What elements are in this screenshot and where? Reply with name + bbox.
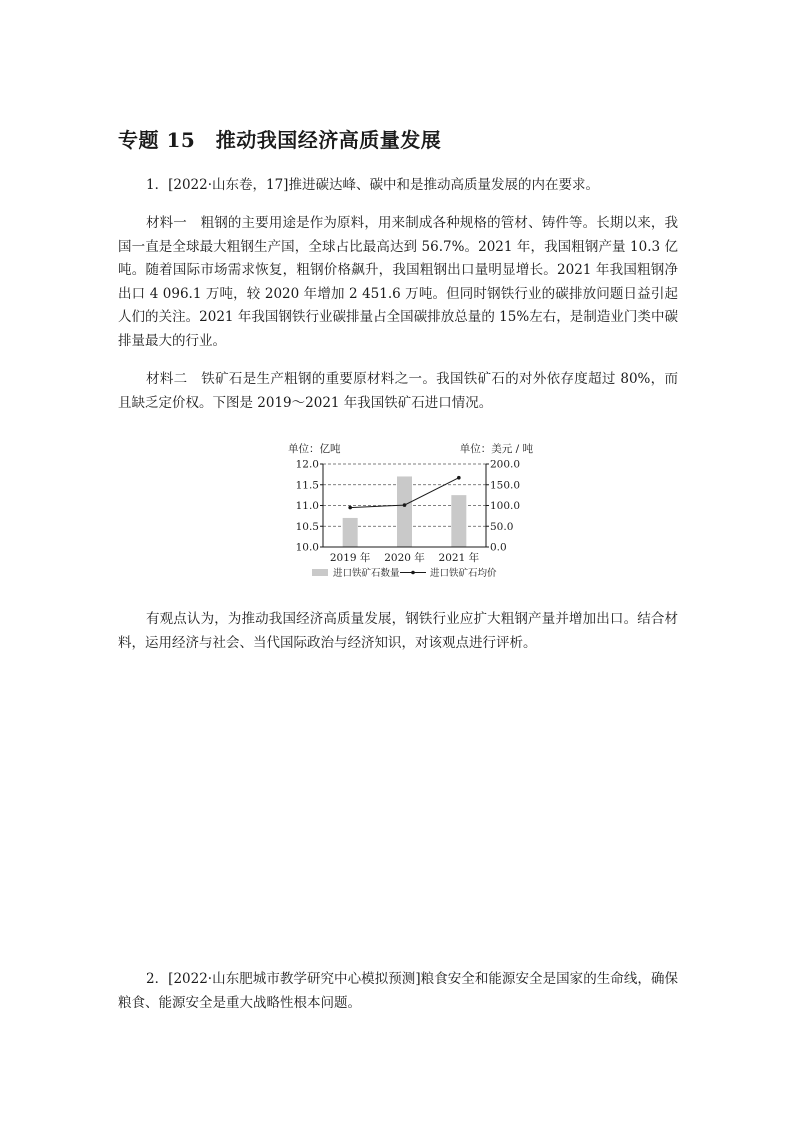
material-1-label: 材料一 [146, 215, 201, 231]
legend-bar-swatch [312, 569, 328, 576]
price-point-3 [457, 476, 461, 480]
right-axis-unit: 单位：美元 / 吨 [459, 443, 533, 455]
left-tick-label: 10.5 [295, 520, 319, 533]
material-1 [118, 212, 678, 353]
left-tick-label: 10.0 [295, 541, 319, 554]
right-tick-label: 50.0 [490, 520, 514, 533]
material-2 [118, 368, 678, 415]
question-1-stem: 1．[2022·山东卷，17]推进碳达峰、碳中和是推动高质量发展的内在要求。 [146, 177, 599, 193]
category-label: 2019 年 [329, 552, 371, 564]
question-2-stem: 2．[2022·山东肥城市教学研究中心模拟预测]粮食安全和能源安全是国家的生命线，确保粮食、能源安全是重大战略性根本问题。 [118, 971, 678, 1011]
bar-3 [451, 495, 466, 547]
category-label: 2021 年 [438, 552, 480, 564]
bar-1 [343, 518, 358, 547]
left-axis-unit: 单位：亿吨 [288, 443, 341, 455]
material-2-text: 铁矿石是生产粗钢的重要原材料之一。我国铁矿石的对外依存度超过 80%，而且缺乏定价权。下图是 2019～2021 年我国铁矿石进口情况。 [118, 371, 678, 411]
price-point-1 [348, 506, 352, 510]
category-label: 2020 年 [384, 552, 425, 564]
material-1-text: 粗钢的主要用途是作为原料，用来制成各种规格的管材、铸件等。长期以来，我国一直是全球最大粗钢生产国，全球占比最高达到 56.7%。2021 年，我国粗钢产量 10.3 亿吨。随着国际市场需求恢复，粗钢价格飙升，我国粗钢出口量明显增长。2021 年我国粗钢净出口 4 096.1 万吨，较 2020 年增加 2 451.6 万吨。但同时钢铁行业的碳排放问题日益引起人们的关注。2021 年我国钢铁行业碳排量占全国碳排放总量的 15%左右，是制造业门类中碳排量最大的行业。 [118, 215, 679, 349]
left-tick-label: 12.0 [295, 458, 319, 471]
iron-ore-import-chart [250, 436, 550, 586]
legend-bar-label: 进口铁矿石数量 [333, 568, 400, 579]
right-tick-label: 0.0 [490, 541, 507, 554]
bar-2 [397, 476, 412, 547]
right-tick-label: 200.0 [490, 458, 521, 471]
left-tick-label: 11.0 [295, 500, 319, 512]
question-1-opinion: 有观点认为，为推动我国经济高质量发展，钢铁行业应扩大粗钢产量并增加出口。结合材料，运用经济与社会、当代国际政治与经济知识，对该观点进行评析。 [118, 611, 678, 651]
material-2-label: 材料二 [146, 371, 202, 387]
left-tick-label: 11.5 [295, 479, 319, 492]
price-point-2 [403, 503, 407, 507]
right-tick-label: 150.0 [490, 479, 521, 492]
legend-line-label: 进口铁矿石均价 [430, 568, 497, 579]
page-title: 专题 15 推动我国经济高质量发展 [118, 128, 442, 152]
legend-line-marker [411, 571, 415, 575]
right-tick-label: 100.0 [490, 500, 521, 512]
